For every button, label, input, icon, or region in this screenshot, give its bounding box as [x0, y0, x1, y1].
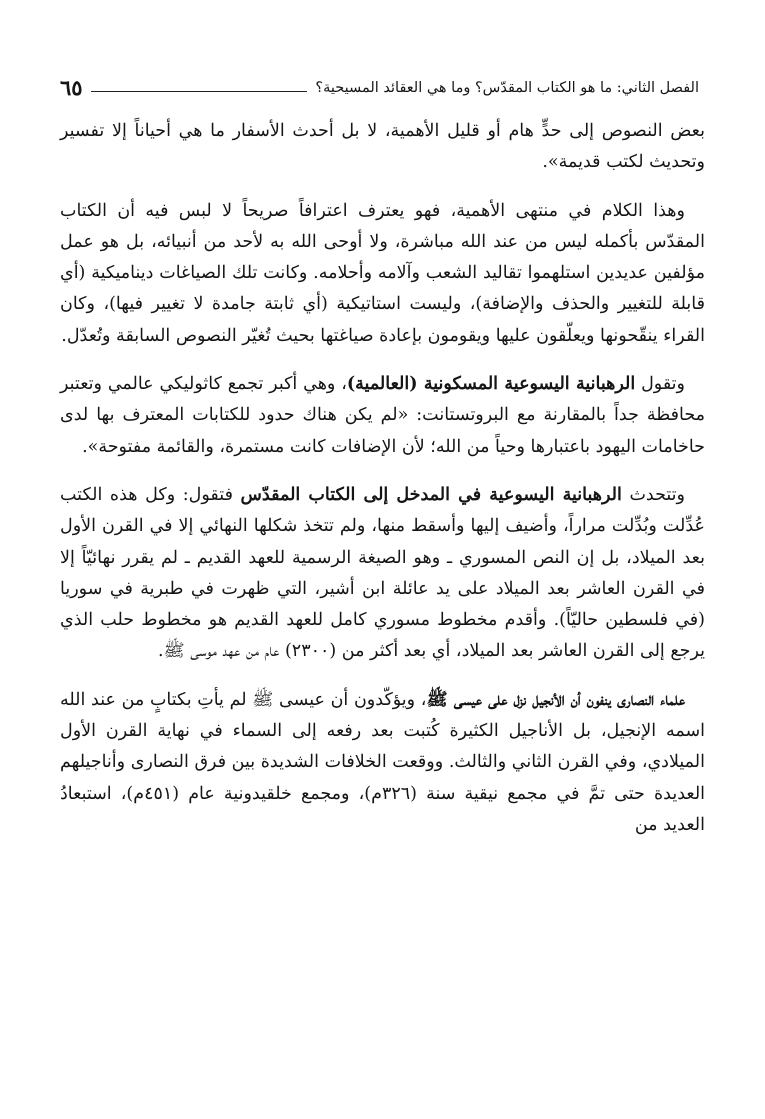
bold-phrase: علماء النصارى ينفون أن الأنجيل نزل على عيسى ﷺ	[426, 689, 686, 710]
text-run: ، وهي أكبر تجمع كاثوليكي عالمي وتعتبر محافظة جداً بالمقارنة مع البروتستانت: «لم يكن هناك حدود للكتابات المعترف بها لدى حاخامات اليهود باعتبارها وحياً من الله؛ لأن الإضافات كانت مستمرة، والقائمة مفتوحة».	[60, 374, 705, 457]
running-header	[60, 72, 699, 102]
paragraph	[60, 116, 705, 179]
text-run: بعض النصوص إلى حدٍّ هام أو قليل الأهمية، لا بل أحدث الأسفار ما هي أحياناً إلا تفسير وتحديث لكتب قديمة».	[60, 121, 705, 173]
paragraph	[60, 196, 705, 352]
page-body	[60, 116, 705, 841]
paragraph	[60, 685, 705, 841]
bold-phrase: الرهبانية اليسوعية المسكونية (العالمية)	[346, 374, 636, 395]
page-number: ٦٥	[60, 75, 83, 100]
text-run: فتقول: وكل هذه الكتب عُدِّلت وبُدِّلت مراراً، وأضيف إليها وأسقط منها، ولم تتخذ شكلها النهائي إلا في القرن الأول بعد الميلاد، بل إن النص المسوري ـ وهو الصيغة الرسمية للعهد القديم ـ لم يقرر نهائيّاً إلا في القرن العاشر بعد الميلاد على يد عائلة ابن أشير، التي ظهرت في طبرية في سوريا (في فلسطين حاليّاً). وأقدم مخطوط مسوري كامل للعهد القديم هو مخطوط حلب الذي يرجع إلى القرن العاشر بعد الميلاد، أي بعد أكثر من (٢٣٠٠) عام من عهد موسى ﷺ.	[60, 484, 705, 662]
text-run: وهذا الكلام في منتهى الأهمية، فهو يعترف اعترافاً صريحاً لا لبس فيه أن الكتاب المقدّس بأكمله ليس من عند الله مباشرة، ولا أوحى الله به لأحد من أنبيائه، بل هو عمل مؤلفين عديدين استلهموا تقاليد الشعب وآلامه وأحلامه. وكانت تلك الصياغات ديناميكية (أي قابلة للتغيير والحذف والإضافة)، وليست استاتيكية (أي ثابتة جامدة لا تغيير فيها)، وكان القراء ينقّحونها ويعلّقون عليها ويقومون بإعادة صياغتها بحيث تُغيّر النصوص السابقة وتُعدّل.	[60, 200, 705, 346]
text-run: وتقول	[635, 374, 685, 395]
paragraph	[60, 480, 705, 668]
text-run: ، ويؤكّدون أن عيسى ﷺ لم يأتِ بكتابٍ من عند الله اسمه الإنجيل، بل الأناجيل الكثيرة كُتبت بعد رفعه إلى السماء في نهاية القرن الأول الميلادي، وفي القرن الثاني والثالث. ووقعت الخلافات الشديدة بين فرق النصارى وأناجيلهم العديدة حتى تمَّ في مجمع نيقية سنة (٣٢٦م)، ومجمع خلقيدونية عام (٤٥١م)، استبعادُ العديد من	[60, 689, 706, 835]
text-run: وتتحدث	[621, 484, 685, 505]
chapter-title: الفصل الثاني: ما هو الكتاب المقدّس؟ وما هي العقائد المسيحية؟	[315, 80, 699, 96]
paragraph	[60, 369, 705, 463]
header-rule	[91, 91, 308, 92]
bold-phrase: الرهبانية اليسوعية في المدخل إلى الكتاب المقدّس	[240, 484, 622, 505]
